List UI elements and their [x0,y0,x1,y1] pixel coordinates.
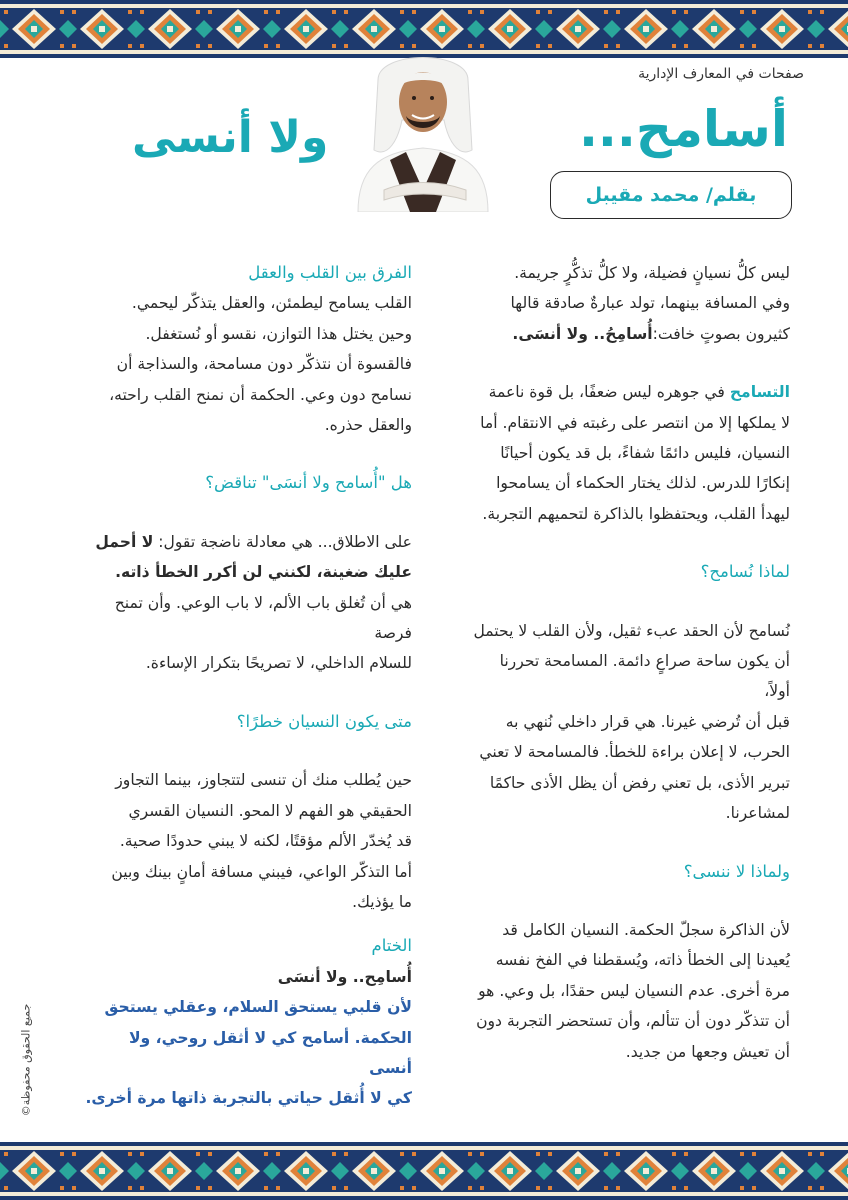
why-not-forget-line: يُعيدنا إلى الخطأ ذاته، ويُسقطنا في الفخ نفسه [495,951,790,970]
decorative-band-bottom [0,1142,848,1200]
why-forgive-line: قبل أن تُرضي غيرنا. هي قرار داخلي نُنهي به [505,712,790,731]
author-byline: بقلم/ محمد مقيبل [550,171,792,219]
intro-emphasis: أُسامِحُ.. ولا أنسَى. [512,324,653,343]
intro-line: ليس كلُّ نسيانٍ فضيلة، ولا كلُّ تذكُّرٍ جريمة. [514,264,790,282]
tolerance-line: التسامح في جوهره ليس ضعفًا، بل قوة ناعمة [488,383,790,402]
section-heading-danger: متى يكون النسيان خطرًا؟ [236,711,412,731]
danger-line: قد يُخدّر الألم مؤقتًا، لكنه لا يبني حدودًا صحية. [119,832,412,851]
article-column-right [472,258,790,1067]
section-heading-why-not-forget: ولماذا لا ننسى؟ [683,861,790,881]
tolerance-line: ليهدأ القلب، ويحتفظوا بالذاكرة لتحميهم التجربة. [482,504,790,523]
tolerance-line: إنكارًا للدرس. لذلك يختار الحكماء أن يسامحوا [496,474,790,493]
intro-line: كثيرون بصوتٍ خافت:أُسامِحُ.. ولا أنسَى. [512,324,790,343]
heart-mind-line: فالقسوة أن نتذكّر دون مسامحة، والسذاجة أن [116,355,412,374]
article-title-part2: ولا أنسى [132,112,329,163]
tolerance-line: لا يملكها إلا من انتصر على رغبته في الانتقام. أما [480,413,790,432]
author-portrait [348,40,498,212]
rights-note-text: جميع الحقوق محفوظة© [19,1003,33,1117]
heart-mind-line: القلب يسامح ليطمئن، والعقل يتذكّر ليحمي. [131,294,412,313]
section-heading-contradiction: هل "أُسامح ولا أنسَى" تناقض؟ [205,473,412,493]
why-forgive-line: نُسامح لأن الحقد عبء ثقيل، ولأن القلب لا يحتمل [473,621,790,640]
tolerance-term: التسامح [729,383,790,402]
heart-mind-line: نسامح دون وعي. الحكمة أن نمنح القلب راحته، [109,385,412,404]
contradiction-quote: لا أحمل عليك ضغينة، لكنني لن أكرر الخطأ ذاته. [95,532,412,582]
why-forgive-line: لمشاعرنا. [725,804,790,823]
section-heading-heart-mind: الفرق بين القلب والعقل [248,263,412,282]
why-not-forget-line: مرة أخرى. عدم النسيان ليس حقدًا، بل وعي. هو [478,981,790,1000]
why-not-forget-line: أن تتذكّر دون أن تتألم، وأن تستحضر التجربة دون [476,1012,790,1031]
danger-line: ما يؤذيك. [352,892,412,911]
contradiction-line: هي أن تُغلق باب الألم، لا باب الوعي. وأن تمنح فرصة [114,593,412,643]
conclusion-line: الحكمة. أسامح كي لا أثقل روحي، ولا أنسى [128,1028,412,1077]
sadu-pattern [0,1142,848,1200]
heart-mind-line: وحين يختل هذا التوازن، نقسو أو نُستغفل. [145,324,412,343]
why-not-forget-line: أن تعيش وجعها من جديد. [625,1042,790,1061]
section-kicker: صفحات في المعارف الإدارية [638,66,804,82]
contradiction-line: للسلام الداخلي، لا تصريحًا بتكرار الإساءة. [145,654,412,673]
conclusion-subtitle: أُسامِح.. ولا أنسَى [277,967,412,986]
conclusion-line: كي لا أُثقل حياتي بالتجربة ذاتها مرة أخرى. [85,1089,412,1108]
danger-line: الحقيقي هو الفهم لا المحو. النسيان القسري [128,801,412,820]
danger-line: أما التذكّر الواعي، فيبني مسافة أمانٍ بينك وبين [111,862,412,881]
why-forgive-line: الحرب، لا إعلان براءة للخطأ. فالمسامحة لا تعني [479,743,790,762]
intro-line: وفي المسافة بينهما، تولد عبارةٌ صادقة قالها [510,294,790,313]
rights-note [6,995,46,1125]
section-heading-conclusion: الختام [371,936,412,956]
danger-line: حين يُطلب منك أن تنسى لتتجاوز، بينما التجاوز [115,771,412,790]
contradiction-text: على الاطلاق... هي معادلة ناضجة تقول: لا أحمل عليك ضغينة، لكنني لن أكرر الخطأ ذاته. [95,532,412,582]
why-forgive-line: أن يكون ساحة صراعٍ دائمة. المسامحة تحررنا أولاً، [499,652,790,701]
tolerance-line: النسيان، فليس دائمًا شفاءً، بل قد يكون أحيانًا [500,444,790,463]
why-not-forget-line: لأن الذاكرة سجلّ الحكمة. النسيان الكامل قد [502,920,790,939]
article-title-part1: أسامح... [578,100,788,158]
article-column-left [82,258,412,1114]
section-heading-why-forgive: لماذا نُسامح؟ [700,562,790,582]
why-forgive-line: تبرير الأذى، بل تعني رفض أن يظل الأذى حاكمًا [489,773,790,792]
conclusion-line: لأن قلبي يستحق السلام، وعقلي يستحق [104,998,412,1017]
heart-mind-line: والعقل حذره. [324,416,412,435]
